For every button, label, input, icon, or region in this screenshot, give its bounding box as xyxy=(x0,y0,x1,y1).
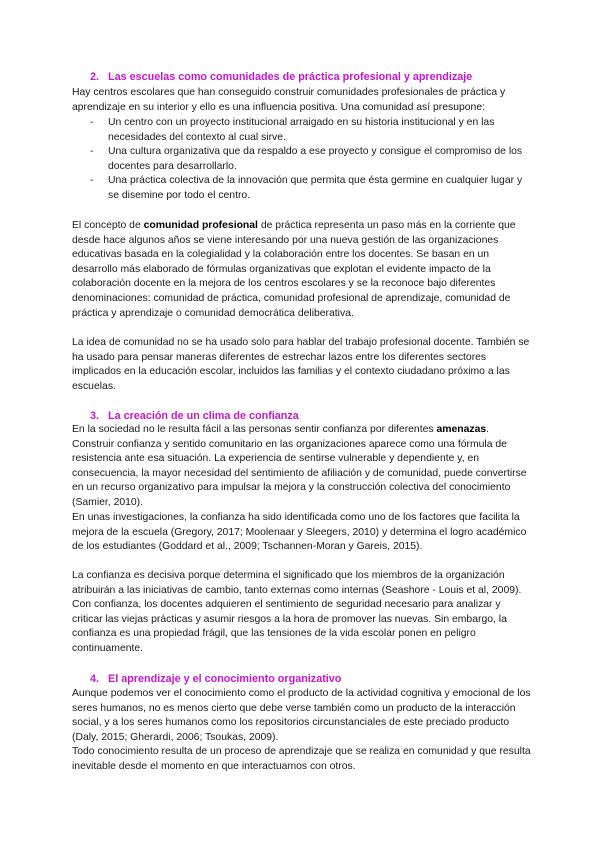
paragraph-text: En la sociedad no le resulta fácil a las personas sentir confianza por diferentes xyxy=(72,424,437,435)
section-2-title: Las escuelas como comunidades de práctica profesional y aprendizaje xyxy=(108,71,473,83)
list-item-text: Una práctica colectiva de la innovación que permita que ésta germine en cualquier lugar y se disemine por todo el centro. xyxy=(108,175,523,201)
section-2-paragraph-2 xyxy=(72,219,534,321)
section-2-intro: Hay centros escolares que han conseguido construir comunidades profesionales de práctica y aprendizaje en su interior y ello es una influencia positiva. Una comunidad así presupone: xyxy=(72,87,506,113)
paragraph-text: de práctica representa un paso más en la corriente que desde hace algunos años se viene interesando por una nueva gestión de las organizaciones educativas basada en la colegialidad y la colaboración entre los docentes. Se basan en un desarrollo más elaborado de fórmulas organizativas que explotan el evidente impacto de la colaboración docente en la mejora de los centros escolares y se la reconoce bajo diferentes denominaciones: comunidad de práctica, comunidad profesional de aprendizaje, comunidad de práctica y aprendizaje o comunidad democrática deliberativa. xyxy=(72,220,516,319)
section-3-heading xyxy=(90,409,299,423)
section-3-paragraph-2: En unas investigaciones, la confianza ha sido identificada como uno de los factores que facilita la mejora de la escuela (Gregory, 2017; Moolenaar y Sleegers, 2010) y determina el logro académico de los estudiantes (Goddard et al., 2009; Tschannen-Moran y Gareis, 2015). xyxy=(72,512,527,553)
bold-term: comunidad profesional xyxy=(143,220,258,231)
section-3-title: La creación de un clima de confianza xyxy=(108,410,299,422)
section-4-number: 4. xyxy=(90,673,100,685)
list-item-text: Un centro con un proyecto institucional arraigado en su historia institucional y en las necesidades del contexto al cual sirve. xyxy=(108,117,495,143)
section-2-heading xyxy=(90,70,472,84)
section-2-number: 2. xyxy=(90,71,100,83)
dash-marker: - xyxy=(90,175,94,187)
section-4-paragraph-1: Aunque podemos ver el conocimiento como el producto de la actividad cognitiva y emocional de los seres humanos, no es menos cierto que debe verse también como un producto de la interacción social, y a los seres humanos como los repositorios circunstanciales de este preciado producto (Daly, 2015; Gherardi, 2006; Tsoukas, 2009). xyxy=(72,688,531,743)
dash-marker: - xyxy=(90,146,94,158)
section-3-paragraph-3: La confianza es decisiva porque determina el significado que los miembros de la organización atribuirán a las iniciativas de cambio, tanto externas como internas (Seashore - Louis et al, 2009). Con confianza, los docentes adquieren el sentimiento de seguridad necesario para analizar y criticar las viejas prácticas y asumir riesgos a la hora de promover las nuevas. Sin embargo, la confianza es una propiedad frágil, que las tensiones de la vida escolar ponen en peligro continuamente. xyxy=(72,570,522,654)
section-4-paragraph-2: Todo conocimiento resulta de un proceso de aprendizaje que se realiza en comunidad y que resulta inevitable desde el momento en que interactuamos con otros. xyxy=(72,746,531,772)
section-3-paragraph-1 xyxy=(72,423,534,511)
section-4-title: El aprendizaje y el conocimiento organizativo xyxy=(108,673,342,685)
section-4-heading xyxy=(90,672,341,686)
paragraph-text: . Construir confianza y sentido comunitario en las organizaciones aparece como una fórmula de resistencia ante esa situación. La experiencia de sentirse vulnerable y dependiente y, en consecuencia, la mayor necesidad del sentimiento de afiliación y de comunidad, puede convertirse en un recurso organizativo para impulsar la mejora y la construcción colectiva del conocimiento (Samier, 2010). xyxy=(72,424,527,508)
list-item xyxy=(90,174,534,203)
paragraph-text: El concepto de xyxy=(72,220,144,231)
dash-marker: - xyxy=(90,117,94,128)
list-item-text: Una cultura organizativa que da respaldo a ese proyecto y consigue el compromiso de los docentes para desarrollarlo. xyxy=(108,146,523,172)
section-2-paragraph-3: La idea de comunidad no se ha usado solo para hablar del trabajo profesional docente. También se ha usado para pensar maneras diferentes de estrechar lazos entre los diferentes sectores implicados en la educación escolar, incluidos las familias y el contexto ciudadano próximo a las escuelas. xyxy=(72,337,530,392)
list-item xyxy=(90,145,534,174)
section-3-number: 3. xyxy=(90,410,100,422)
section-2-bullet-list xyxy=(72,116,534,204)
list-item xyxy=(90,116,534,145)
bold-term: amenazas xyxy=(436,424,487,435)
